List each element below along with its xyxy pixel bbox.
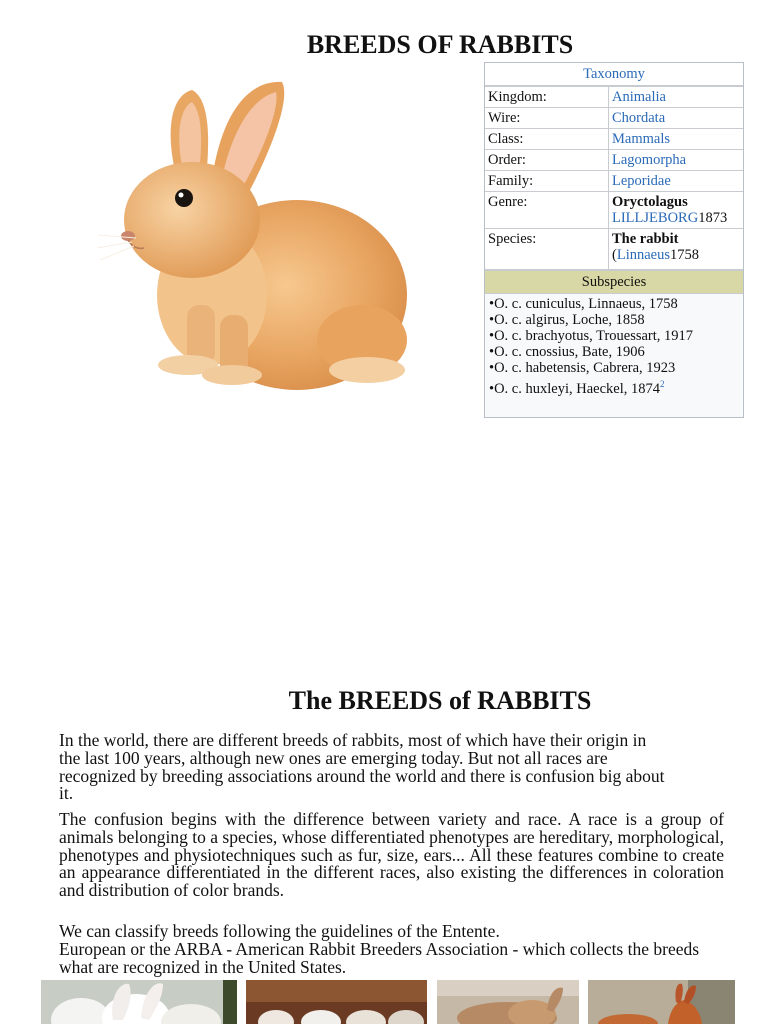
table-row bbox=[485, 108, 743, 129]
brown-rabbit-photo bbox=[437, 980, 579, 1024]
table-row bbox=[485, 171, 743, 192]
table-row bbox=[485, 192, 743, 229]
kingdom-link[interactable]: Animalia bbox=[609, 87, 744, 108]
table-row bbox=[485, 150, 743, 171]
subspecies-list bbox=[485, 294, 743, 417]
species-year: 1758 bbox=[670, 247, 699, 263]
page-title: BREEDS OF RABBITS bbox=[306, 30, 574, 59]
list-item bbox=[489, 376, 739, 397]
subspecies-text: •O. c. huxleyi, Haeckel, 1874 bbox=[489, 380, 660, 397]
orange-rabbit-photo bbox=[588, 980, 735, 1024]
order-link[interactable]: Lagomorpha bbox=[609, 150, 744, 171]
paragraph-1: In the world, there are different breeds of rabbits, most of which have their origin in the last 100 years, although new ones are emerging today. But not all races are recognized by breeding associations around the world and there is confusion big about it. bbox=[59, 730, 665, 804]
table-row bbox=[485, 87, 743, 108]
row-label: Order: bbox=[485, 150, 609, 171]
paragraph-4: European or the ARBA - American Rabbit Breeders Association - which collects the breeds what are recognized in the United States. bbox=[59, 939, 700, 977]
rabbit-photo bbox=[92, 70, 422, 420]
footnote-link[interactable]: 2 bbox=[659, 379, 665, 389]
white-rabbits-photo bbox=[41, 980, 237, 1024]
list-item: •O. c. algirus, Loche, 1858 bbox=[489, 312, 645, 328]
paragraph-2: The confusion begins with the difference between variety and race. A race is a group of animals belonging to a species, whose differentiated phenotypes are hereditary, morphological, phenotypes and physiotechniques such as fur, size, ears... All these features combine to create an appearance differentiated in the different races, also existing the differences in coloration and distribution of color brands. bbox=[59, 809, 724, 901]
taxonomy-infobox bbox=[484, 62, 744, 418]
infobox-title[interactable]: Taxonomy bbox=[485, 63, 743, 86]
taxonomy-table bbox=[485, 86, 743, 270]
list-item: •O. c. cnossius, Bate, 1906 bbox=[489, 344, 645, 360]
genre-author-link[interactable]: LILLJEBORG bbox=[612, 210, 699, 226]
table-row bbox=[485, 129, 743, 150]
family-link[interactable]: Leporidae bbox=[609, 171, 744, 192]
list-item: •O. c. cuniculus, Linnaeus, 1758 bbox=[489, 296, 678, 312]
species-value bbox=[609, 229, 744, 270]
class-link[interactable]: Mammals bbox=[609, 129, 744, 150]
row-label: Class: bbox=[485, 129, 609, 150]
row-label: Kingdom: bbox=[485, 87, 609, 108]
row-label: Genre: bbox=[485, 192, 609, 229]
phylum-link[interactable]: Chordata bbox=[609, 108, 744, 129]
genre-value bbox=[609, 192, 744, 229]
paragraph-3: We can classify breeds following the guidelines of the Entente. bbox=[59, 921, 500, 941]
subspecies-header: Subspecies bbox=[485, 270, 743, 294]
species-name: The rabbit bbox=[612, 231, 679, 247]
row-label: Species: bbox=[485, 229, 609, 270]
species-author-link[interactable]: Linnaeus bbox=[616, 247, 670, 263]
genre-name: Oryctolagus bbox=[612, 194, 688, 210]
row-label: Wire: bbox=[485, 108, 609, 129]
rabbit-group-photo bbox=[246, 980, 427, 1024]
list-item: •O. c. habetensis, Cabrera, 1923 bbox=[489, 360, 676, 376]
genre-year: 1873 bbox=[698, 210, 728, 226]
species-paren: ( bbox=[612, 247, 617, 263]
table-row bbox=[485, 229, 743, 270]
section-title: The BREEDS of RABBITS bbox=[288, 686, 592, 715]
list-item: •O. c. brachyotus, Trouessart, 1917 bbox=[489, 328, 694, 344]
row-label: Family: bbox=[485, 171, 609, 192]
